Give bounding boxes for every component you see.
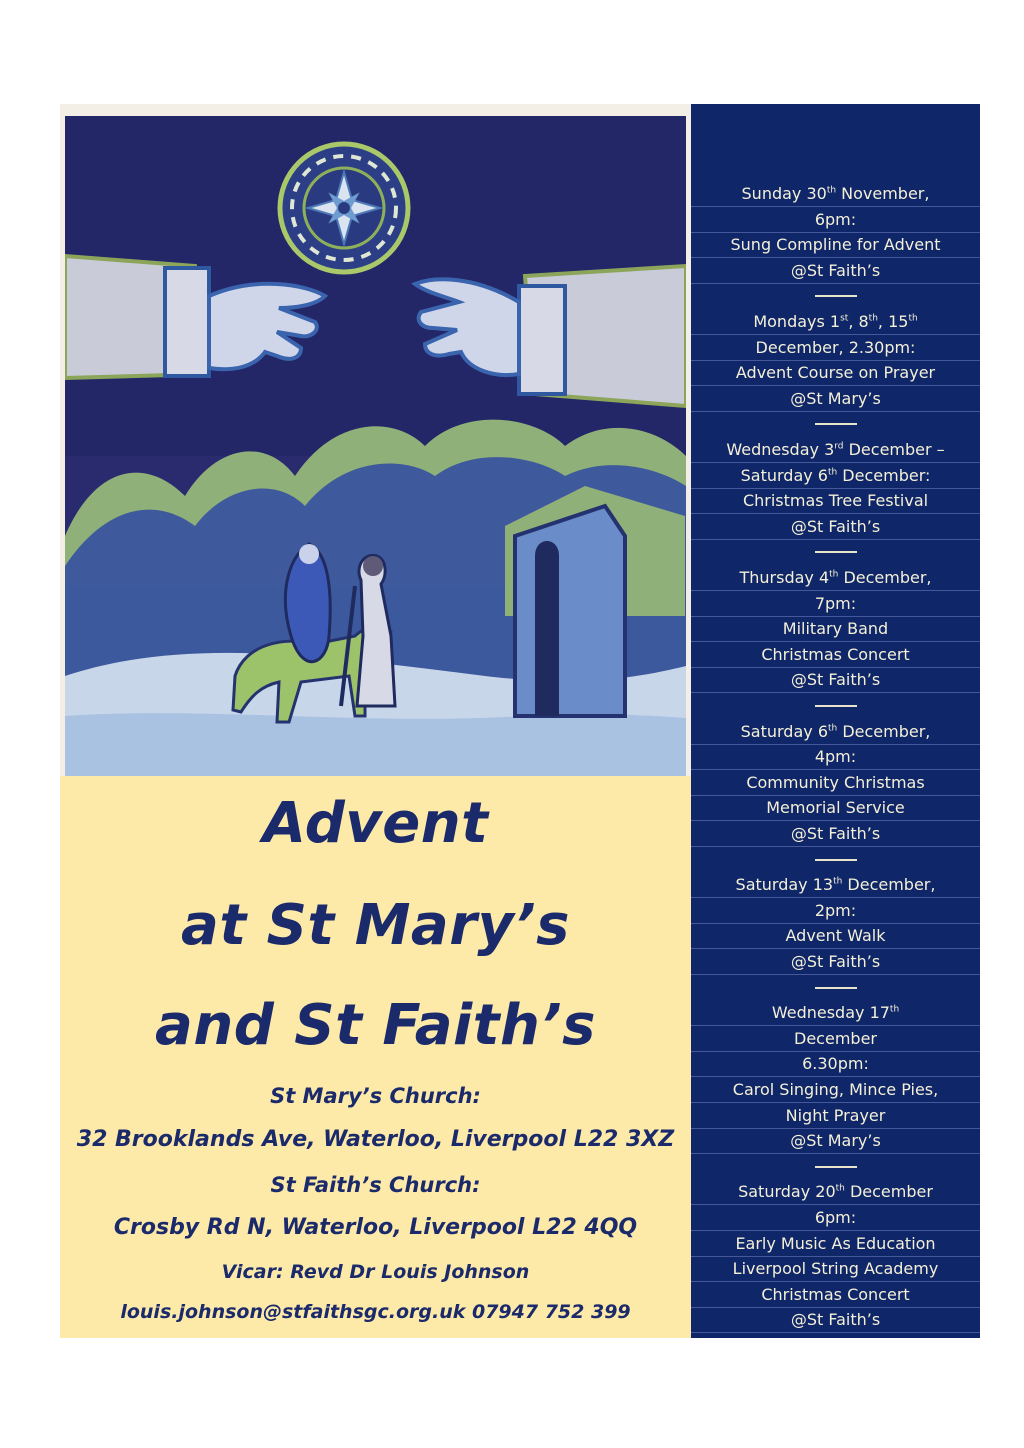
- events-list: [691, 104, 980, 1338]
- event-4-line-5: @St Faith’s: [691, 668, 980, 693]
- event-8-line-3: Early Music As Education: [691, 1232, 980, 1257]
- event-8-line-5: Christmas Concert: [691, 1283, 980, 1308]
- poster: [60, 104, 980, 1338]
- event-1-line-2: 6pm:: [691, 208, 980, 233]
- event-5-line-4: Memorial Service: [691, 796, 980, 821]
- event-3-line-2: Saturday 6th December:: [691, 464, 980, 489]
- event-4-line-4: Christmas Concert: [691, 643, 980, 668]
- st-marys-label: St Mary’s Church:: [270, 1084, 481, 1108]
- event-2-line-2: December, 2.30pm:: [691, 336, 980, 361]
- event-3-line-1: Wednesday 3rd December –: [691, 438, 980, 463]
- st-marys-address: 32 Brooklands Ave, Waterloo, Liverpool L22 3XZ: [76, 1127, 675, 1152]
- event-4-line-1: Thursday 4th December,: [691, 566, 980, 591]
- event-3-line-3: Christmas Tree Festival: [691, 489, 980, 514]
- st-faiths-address: Crosby Rd N, Waterloo, Liverpool L22 4QQ: [113, 1215, 638, 1240]
- event-5-line-3: Community Christmas: [691, 771, 980, 796]
- event-7-line-2: December: [691, 1027, 980, 1052]
- info-panel: [60, 776, 691, 1338]
- event-separator: [815, 423, 857, 425]
- event-2-line-4: @St Mary’s: [691, 387, 980, 412]
- nativity-artwork: [60, 104, 691, 776]
- event-2-line-1: Mondays 1st, 8th, 15th: [691, 310, 980, 335]
- event-8-line-1: Saturday 20th December: [691, 1180, 980, 1205]
- event-7-line-6: @St Mary’s: [691, 1129, 980, 1154]
- event-8-line-6: @St Faith’s: [691, 1308, 980, 1333]
- event-separator: [815, 1166, 857, 1168]
- event-5-line-5: @St Faith’s: [691, 822, 980, 847]
- st-faiths-label: St Faith’s Church:: [270, 1173, 481, 1197]
- event-7-line-4: Carol Singing, Mince Pies,: [691, 1078, 980, 1103]
- event-6-line-4: @St Faith’s: [691, 950, 980, 975]
- event-separator: [815, 551, 857, 553]
- event-3-line-4: @St Faith’s: [691, 515, 980, 540]
- event-4-line-2: 7pm:: [691, 592, 980, 617]
- title-line-1: Advent: [262, 791, 489, 856]
- event-6-line-1: Saturday 13th December,: [691, 873, 980, 898]
- event-6-line-2: 2pm:: [691, 899, 980, 924]
- event-4-line-3: Military Band: [691, 617, 980, 642]
- event-separator: [815, 987, 857, 989]
- title-line-3: and St Faith’s: [155, 993, 596, 1058]
- event-1-line-4: @St Faith’s: [691, 259, 980, 284]
- event-1-line-3: Sung Compline for Advent: [691, 233, 980, 258]
- event-7-line-1: Wednesday 17th: [691, 1001, 980, 1026]
- contact-details: louis.johnson@stfaithsgc.org.uk 07947 752 399: [120, 1301, 631, 1323]
- vicar-name: Vicar: Revd Dr Louis Johnson: [221, 1261, 530, 1283]
- event-7-line-5: Night Prayer: [691, 1104, 980, 1129]
- event-6-line-3: Advent Walk: [691, 924, 980, 949]
- nativity-linocut-image: [65, 116, 686, 776]
- event-8-line-4: Liverpool String Academy: [691, 1257, 980, 1282]
- event-separator: [815, 705, 857, 707]
- event-5-line-1: Saturday 6th December,: [691, 720, 980, 745]
- event-8-line-2: 6pm:: [691, 1206, 980, 1231]
- event-separator: [815, 859, 857, 861]
- event-5-line-2: 4pm:: [691, 745, 980, 770]
- title-line-2: at St Mary’s: [181, 893, 570, 958]
- event-separator: [815, 295, 857, 297]
- event-1-line-1: Sunday 30th November,: [691, 182, 980, 207]
- event-2-line-3: Advent Course on Prayer: [691, 361, 980, 386]
- event-7-line-3: 6.30pm:: [691, 1052, 980, 1077]
